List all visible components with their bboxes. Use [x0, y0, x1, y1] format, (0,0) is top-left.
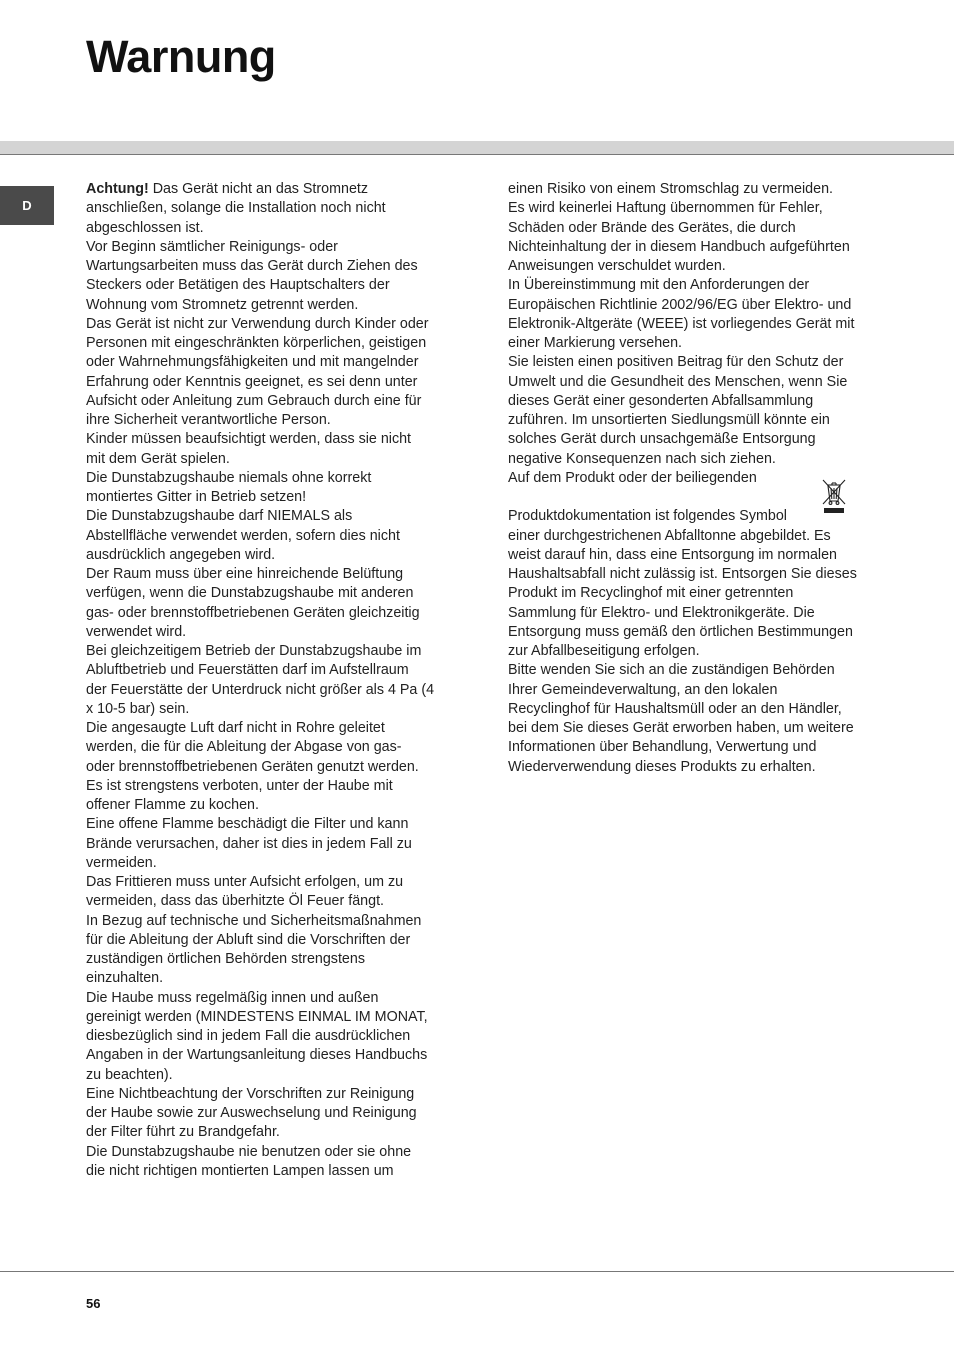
- text-line: Steckers oder Betätigen des Hauptschalters der: [86, 277, 390, 294]
- text-line: Anweisungen verschuldet wurden.: [508, 258, 726, 274]
- text-line: die nicht richtigen montierten Lampen lassen um: [86, 1162, 394, 1179]
- text-line: für die Ableitung der Abluft sind die Vorschriften der: [86, 931, 411, 948]
- right-text-column: [508, 180, 892, 777]
- text-line: der Haube sowie zur Auswechselung und Reinigung: [86, 1105, 417, 1121]
- text-line: Es ist strengstens verboten, unter der Haube mit: [86, 777, 393, 794]
- text-line: Die angesaugte Luft darf nicht in Rohre geleitet: [86, 720, 385, 736]
- header-bar: [0, 141, 954, 155]
- crossed-out-bin-icon: [820, 477, 848, 515]
- text-line: Europäischen Richtlinie 2002/96/EG über Elektro- und: [508, 296, 852, 313]
- text-line: Erfahrung oder Kenntnis geeignet, es sei denn unter: [86, 373, 418, 390]
- text-line: zuständigen örtlichen Behörden strengstens: [86, 951, 365, 967]
- text-line: zuführen. Im unsortierten Siedlungsmüll könnte ein: [508, 412, 830, 428]
- text-line: Kinder müssen beaufsichtigt werden, dass sie nicht: [86, 431, 412, 448]
- text-line: Schäden oder Brände des Gerätes, die durch: [508, 219, 796, 236]
- text-line: verwendet wird.: [86, 623, 187, 640]
- text-line: Vor Beginn sämtlicher Reinigungs- oder: [86, 238, 338, 255]
- text-line: Aufsicht oder Anleitung zum Gebrauch durch eine für: [86, 392, 422, 409]
- text-line: Der Raum muss über eine hinreichende Belüftung: [86, 566, 404, 582]
- text-line: Die Dunstabzugshaube nie benutzen oder sie ohne: [86, 1143, 412, 1160]
- text-line: einzuhalten.: [86, 970, 164, 987]
- text-line: Umwelt und die Gesundheit des Menschen, wenn Sie: [508, 373, 848, 390]
- text-line: weist darauf hin, dass eine Entsorgung im normalen: [508, 546, 838, 563]
- text-line: Ihrer Gemeindeverwaltung, an den lokalen: [508, 681, 778, 698]
- text-line: x 10-5 bar) sein.: [86, 700, 190, 717]
- text-line: Eine offene Flamme beschädigt die Filter und kann: [86, 816, 409, 833]
- text-line: solches Gerät durch unsachgemäße Entsorgung: [508, 431, 816, 448]
- text-line: Die Dunstabzugshaube darf NIEMALS als: [86, 508, 353, 525]
- text-line: oder brennstoffbetriebenen Geräten genutzt werden.: [86, 758, 419, 775]
- text-line: negative Konsequenzen nach sich ziehen.: [508, 450, 776, 467]
- text-line: zur Abfallbeseitigung erfolgen.: [508, 643, 700, 659]
- text-line: montiertes Gitter in Betrieb setzen!: [86, 489, 307, 505]
- text-line: werden, die für die Ableitung der Abgase von gas-: [86, 739, 402, 756]
- text-line: der Feuerstätte der Unterdruck nicht größer als 4 Pa (4: [86, 681, 435, 698]
- right-lines-before: [508, 180, 892, 488]
- left-text-column: [86, 180, 466, 1181]
- text-line: Das Gerät ist nicht zur Verwendung durch Kinder oder: [86, 315, 429, 332]
- text-line: Sie leisten einen positiven Beitrag für den Schutz der: [508, 354, 844, 371]
- footer-rule: [0, 1271, 954, 1272]
- text-line: diesbezüglich sind in jedem Fall die ausdrücklichen: [86, 1028, 411, 1044]
- text-line: vermeiden, dass das überhitzte Öl Feuer fängt.: [86, 893, 385, 910]
- text-line: Das Frittieren muss unter Aufsicht erfolgen, um zu: [86, 874, 404, 890]
- language-tab: D: [0, 186, 54, 225]
- text-line: Es wird keinerlei Haftung übernommen für Fehler,: [508, 200, 823, 217]
- text-line: Angaben in der Wartungsanleitung dieses Handbuchs: [86, 1047, 428, 1064]
- text-line: Entsorgung muss gemäß den örtlichen Bestimmungen: [508, 623, 853, 640]
- text-line: Haushaltsabfall nicht zulässig ist. Entsorgen Sie dieses: [508, 566, 857, 582]
- text-line: einen Risiko von einem Stromschlag zu vermeiden.: [508, 181, 834, 197]
- text-line: der Filter führt zu Brandgefahr.: [86, 1124, 280, 1141]
- text-line: Abluftbetrieb und Feuerstätten darf im Aufstellraum: [86, 662, 409, 679]
- text-line: Abstellfläche verwendet werden, sofern dies nicht: [86, 527, 400, 544]
- text-line: Personen mit eingeschränkten körperlichen, geistigen: [86, 335, 427, 351]
- text-line: Wohnung vom Stromnetz getrennt werden.: [86, 296, 359, 313]
- text-line: In Übereinstimmung mit den Anforderungen der: [508, 277, 810, 294]
- text-line: einer Markierung versehen.: [508, 335, 683, 351]
- right-lines-after: [508, 527, 892, 777]
- text-line: anschließen, solange die Installation noch nicht: [86, 200, 386, 217]
- text-line: Elektronik-Altgeräte (WEEE) ist vorliegendes Gerät mit: [508, 315, 855, 332]
- text-line: Die Dunstabzugshaube niemals ohne korrekt: [86, 469, 372, 486]
- text-line: Brände verursachen, daher ist dies in jedem Fall zu: [86, 835, 412, 852]
- text-line: Sammlung für Elektro- und Elektronikgeräte. Die: [508, 604, 815, 621]
- text-line: oder Wahrnehmungsfähigkeiten und mit mangelnder: [86, 354, 419, 371]
- page-title: Warnung: [86, 31, 276, 82]
- text-line: Recyclinghof für Haushaltsmüll oder an den Händler,: [508, 700, 842, 717]
- text-line: Bitte wenden Sie sich an die zuständigen Behörden: [508, 662, 835, 679]
- text-line: bei dem Sie dieses Gerät erworben haben, um weitere: [508, 720, 854, 736]
- text-line: gas- oder brennstoffbetriebenen Geräten gleichzeitig: [86, 604, 420, 621]
- text-line: Produkt im Recyclinghof mit einer getrennten: [508, 585, 794, 602]
- text-line: ihre Sicherheit verantwortliche Person.: [86, 412, 331, 428]
- page-number: 56: [86, 1296, 101, 1311]
- text-line: Die Haube muss regelmäßig innen und außen: [86, 989, 379, 1006]
- lead-line: [86, 180, 466, 199]
- text-line: In Bezug auf technische und Sicherheitsmaßnahmen: [86, 912, 422, 929]
- text-line: einer durchgestrichenen Abfalltonne abgebildet. Es: [508, 527, 831, 544]
- text-line: offener Flamme zu kochen.: [86, 797, 259, 813]
- text-line: verfügen, wenn die Dunstabzugshaube mit anderen: [86, 585, 414, 602]
- text-line: gereinigt werden (MINDESTENS EINMAL IM MONAT,: [86, 1008, 428, 1025]
- symbol-line: Produktdokumentation ist folgendes Symbol: [508, 508, 787, 525]
- text-line: Auf dem Produkt oder der beiliegenden: [508, 469, 757, 486]
- warning-label: Achtung!: [86, 181, 149, 197]
- text-line: zu beachten).: [86, 1066, 173, 1083]
- text-line: Nichteinhaltung der in diesem Handbuch aufgeführten: [508, 238, 850, 255]
- text-line: Bei gleichzeitigem Betrieb der Dunstabzugshaube im: [86, 643, 422, 659]
- text-line: ausdrücklich angegeben wird.: [86, 546, 276, 563]
- symbol-block: [508, 507, 892, 526]
- text-line: mit dem Gerät spielen.: [86, 450, 230, 467]
- text-line: Wiederverwendung dieses Produkts zu erhalten.: [508, 758, 816, 775]
- left-lines: [86, 199, 466, 1181]
- text-line: dieses Gerät einer gesonderten Abfallsammlung: [508, 392, 814, 409]
- text-line: Informationen über Behandlung, Verwertung und: [508, 739, 817, 756]
- text-line: abgeschlossen ist.: [86, 219, 204, 236]
- text-line: Eine Nichtbeachtung der Vorschriften zur Reinigung: [86, 1085, 415, 1102]
- text-line: vermeiden.: [86, 854, 157, 871]
- lead-text: Das Gerät nicht an das Stromnetz: [148, 181, 369, 197]
- text-line: Wartungsarbeiten muss das Gerät durch Ziehen des: [86, 258, 418, 274]
